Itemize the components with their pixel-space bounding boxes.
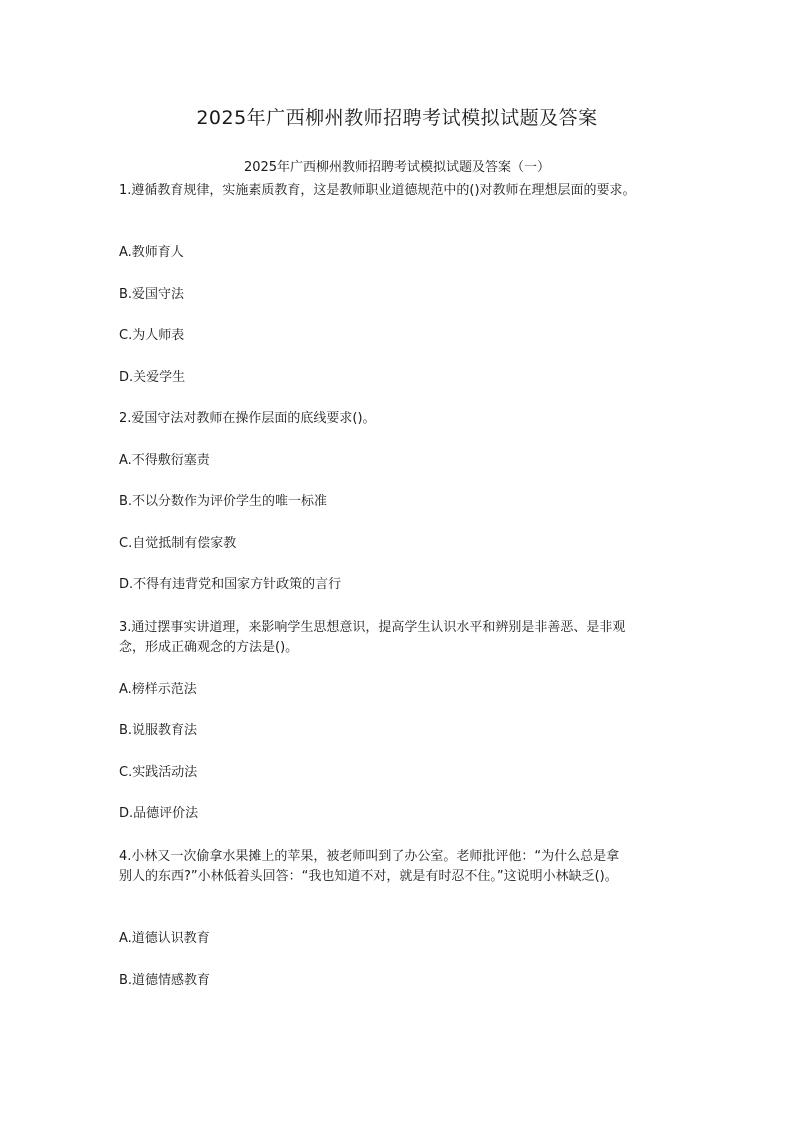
question-3-option-b: B.说服教育法 xyxy=(119,723,198,738)
question-3-stem-line-2: 念，形成正确观念的方法是()。 xyxy=(119,640,299,655)
question-2-option-a: A.不得敷衍塞责 xyxy=(119,453,210,468)
question-3-option-c: C.实践活动法 xyxy=(119,765,198,780)
question-2-option-c: C.自觉抵制有偿家教 xyxy=(119,536,237,551)
question-4-option-a: A.道德认识教育 xyxy=(119,931,210,946)
question-3-stem-line-1: 3.通过摆事实讲道理，来影响学生思想意识，提高学生认识水平和辨别是非善恶、是非观 xyxy=(119,620,626,635)
question-1-stem: 1.遵循教育规律，实施素质教育，这是教师职业道德规范中的()对教师在理想层面的要求。 xyxy=(119,183,636,198)
question-2-stem: 2.爱国守法对教师在操作层面的底线要求()。 xyxy=(119,411,376,426)
document-subtitle: 2025年广西柳州教师招聘考试模拟试题及答案（一） xyxy=(243,160,551,175)
question-2-option-b: B.不以分数作为评价学生的唯一标准 xyxy=(119,494,328,509)
question-1-option-d: D.关爱学生 xyxy=(119,370,186,385)
question-4-stem-line-1: 4.小林又一次偷拿水果摊上的苹果，被老师叫到了办公室。老师批评他：“为什么总是拿 xyxy=(119,849,620,864)
question-1-option-c: C.为人师表 xyxy=(119,328,185,343)
question-2-option-d: D.不得有违背党和国家方针政策的言行 xyxy=(119,577,342,592)
question-3-option-a: A.榜样示范法 xyxy=(119,682,197,697)
question-3-option-d: D.品德评价法 xyxy=(119,806,199,821)
document-title: 2025年广西柳州教师招聘考试模拟试题及答案 xyxy=(196,107,598,129)
question-1-option-a: A.教师育人 xyxy=(119,245,184,260)
question-4-stem-line-2: 别人的东西?”小林低着头回答：“我也知道不对，就是有时忍不住。”这说明小林缺乏()。 xyxy=(119,869,618,884)
question-1-option-b: B.爱国守法 xyxy=(119,287,185,302)
question-4-option-b: B.道德情感教育 xyxy=(119,973,211,988)
